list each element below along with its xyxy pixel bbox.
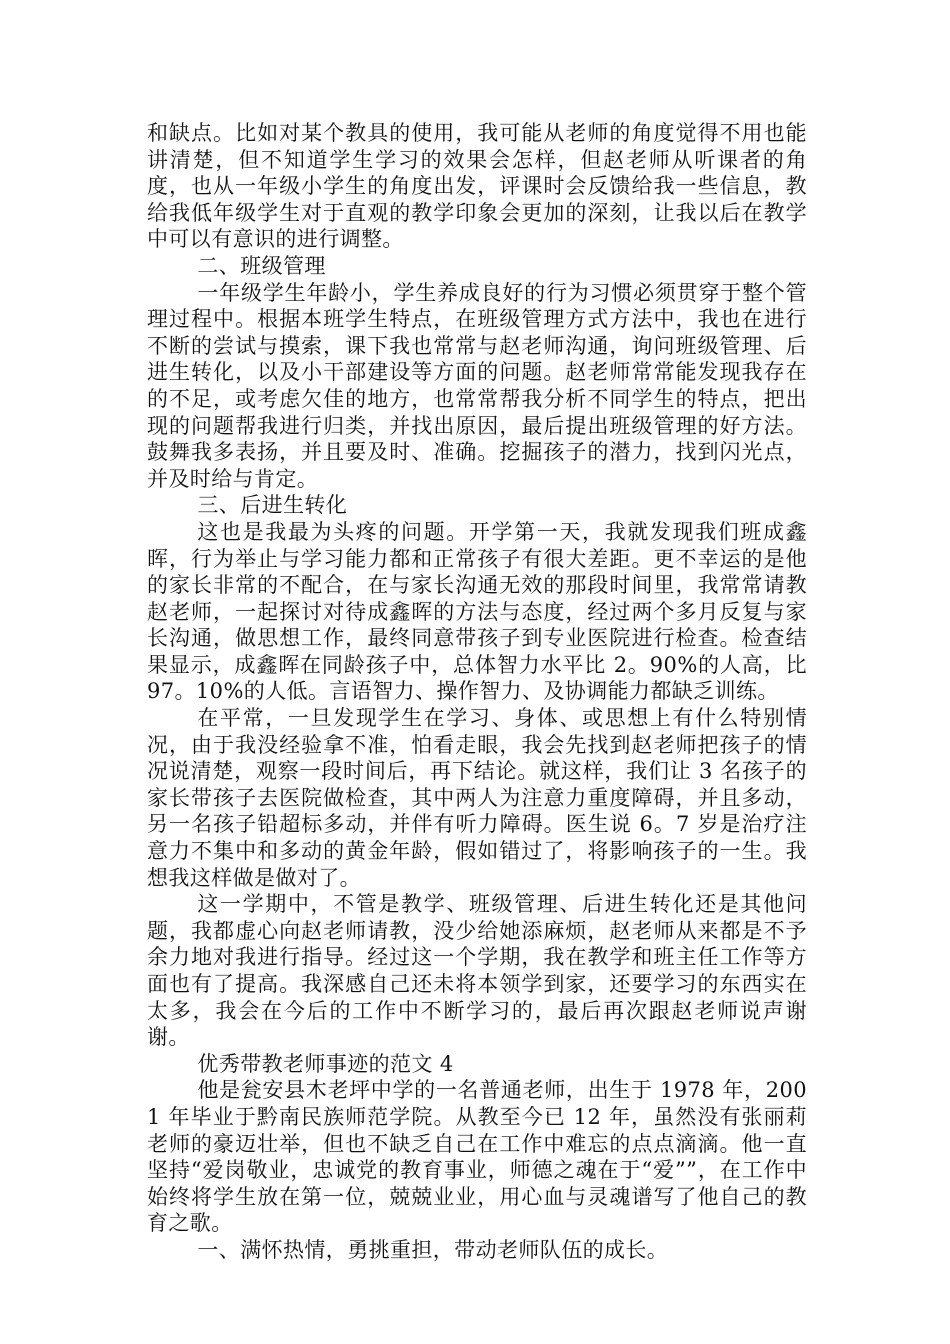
document-body [147, 120, 807, 1264]
paragraph-teaching-feedback: 和缺点。比如对某个教具的使用，我可能从老师的角度觉得不用也能讲清楚，但不知道学生学习的效果会怎样，但赵老师从听课者的角度，也从一年级小学生的角度出发，评课时会反馈给我一些信息，教给我低年级学生对于直观的教学印象会更加的深刻，让我以后在教学中可以有意识的进行调整。 [147, 121, 807, 252]
article-title: 优秀带教老师事迹的范文 4 [197, 1051, 454, 1076]
paragraph-teacher-profile: 他是瓮安县木老坪中学的一名普通老师，出生于 1978 年，2001 年毕业于黔南民族师范学院。从教至今已 12 年，虽然没有张丽莉老师的豪迈壮举，但也不缺乏自己在工作中难忘的点点滴滴。他一直坚持“爱岗敬业，忠诚党的教育事业，师德之魂在于“爱””，在工作中始终将学生放在第一位，兢兢业业，用心血与灵魂谱写了他自己的教育之歌。 [147, 1078, 807, 1236]
paragraph-semester-summary: 这一学期中，不管是教学、班级管理、后进生转化还是其他问题，我都虚心向赵老师请教，没少给她添麻烦，赵老师从来都是不予余力地对我进行指导。经过这一个学期，我在教学和班主任工作等方面也有了提高。我深感自己还未将本领学到家，还要学习的东西实在太多，我会在今后的工作中不断学习的，最后再次跟赵老师说声谢谢。 [147, 892, 807, 1050]
paragraph-student-case: 这也是我最为头疼的问题。开学第一天，我就发现我们班成鑫晖，行为举止与学习能力都和正常孩子有很大差距。更不幸运的是他的家长非常的不配合，在与家长沟通无效的那段时间里，我常常请教赵老师，一起探讨对待成鑫晖的方法与态度，经过两个多月反复与家长沟通，做思想工作，最终同意带孩子到专业医院进行检查。检查结果显示，成鑫晖在同龄孩子中，总体智力水平比 2。90%的人高，比 97。10%的人低。言语智力、操作智力、及协调能力都缺乏训练。 [147, 519, 807, 704]
paragraph-class-management: 一年级学生年龄小，学生养成良好的行为习惯必须贯穿于整个管理过程中。根据本班学生特点，在班级管理方式方法中，我也在进行不断的尝试与摸索，课下我也常常与赵老师沟通，询问班级管理、后进生转化，以及小干部建设等方面的问题。赵老师常常能发现我存在的不足，或考虑欠佳的地方，也常常帮我分析不同学生的特点，把出现的问题帮我进行归类，并找出原因，最后提出班级管理的好方法。鼓舞我多表扬，并且要及时、准确。挖掘孩子的潜力，找到闪光点，并及时给与肯定。 [147, 280, 807, 491]
section-heading-student-transformation: 三、后进生转化 [197, 493, 348, 518]
section-heading-class-management: 二、班级管理 [197, 253, 326, 278]
paragraph-observation: 在平常，一旦发现学生在学习、身体、或思想上有什么特别情况，由于我没经验拿不准，怕看走眼，我会先找到赵老师把孩子的情况说清楚，观察一段时间后，再下结论。就这样，我们让 3 名孩子的家长带孩子去医院做检查，其中两人为注意力重度障碍，并且多动，另一名孩子铅超标多动，并伴有听力障碍。医生说 6。7 岁是治疗注意力不集中和多动的黄金年龄，假如错过了，将影响孩子的一生。我想我这样做是做对了。 [147, 706, 807, 890]
section-heading-enthusiasm: 一、满怀热情，勇挑重担，带动老师队伍的成长。 [197, 1237, 669, 1262]
